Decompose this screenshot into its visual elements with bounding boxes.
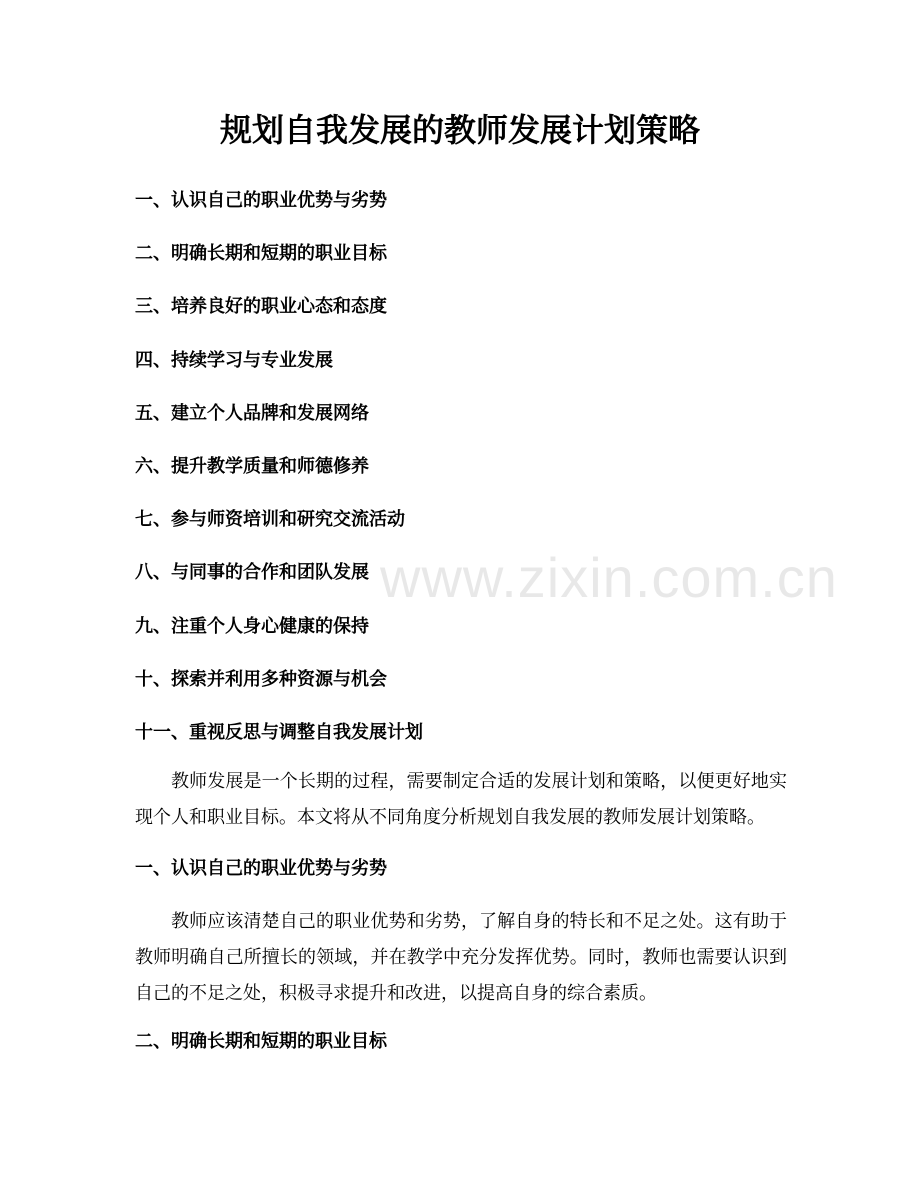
section-1: [135, 854, 787, 884]
section-heading: 一、认识自己的职业优势与劣势: [135, 858, 387, 879]
toc-item: 一、认识自己的职业优势与劣势: [135, 190, 387, 211]
toc-item: 七、参与师资培训和研究交流活动: [135, 509, 405, 531]
section-1-body: [135, 904, 787, 1012]
intro-paragraph: 教师发展是一个长期的过程，需要制定合适的发展计划和策略，以便更好地实现个人和职业目标。本文将从不同角度分析规划自我发展的教师发展计划策略。: [135, 771, 787, 828]
toc-item: 十一、重视反思与调整自我发展计划: [135, 721, 423, 743]
toc-item: 五、建立个人品牌和发展网络: [135, 402, 369, 424]
toc-item: 十、探索并利用多种资源与机会: [135, 668, 387, 690]
intro-block: [135, 764, 787, 836]
document-title: 规划自我发展的教师发展计划策略: [219, 111, 700, 149]
toc-item: 四、持续学习与专业发展: [135, 349, 333, 371]
section-heading: 二、明确长期和短期的职业目标: [135, 1031, 387, 1052]
table-of-contents: [135, 186, 795, 771]
toc-item: 八、与同事的合作和团队发展: [135, 562, 369, 584]
toc-item: 九、注重个人身心健康的保持: [135, 615, 369, 637]
section-2: [135, 1027, 787, 1057]
toc-item: 二、明确长期和短期的职业目标: [135, 243, 387, 265]
section-paragraph: 教师应该清楚自己的职业优势和劣势，了解自身的特长和不足之处。这有助于教师明确自己所擅长的领域，并在教学中充分发挥优势。同时，教师也需要认识到自己的不足之处，积极寻求提升和改进，以提高自身的综合素质。: [135, 911, 787, 1004]
toc-item: 三、培养良好的职业心态和态度: [135, 296, 387, 318]
watermark: www.zixin.com.cn: [380, 546, 838, 609]
toc-item: 六、提升教学质量和师德修养: [135, 455, 369, 477]
